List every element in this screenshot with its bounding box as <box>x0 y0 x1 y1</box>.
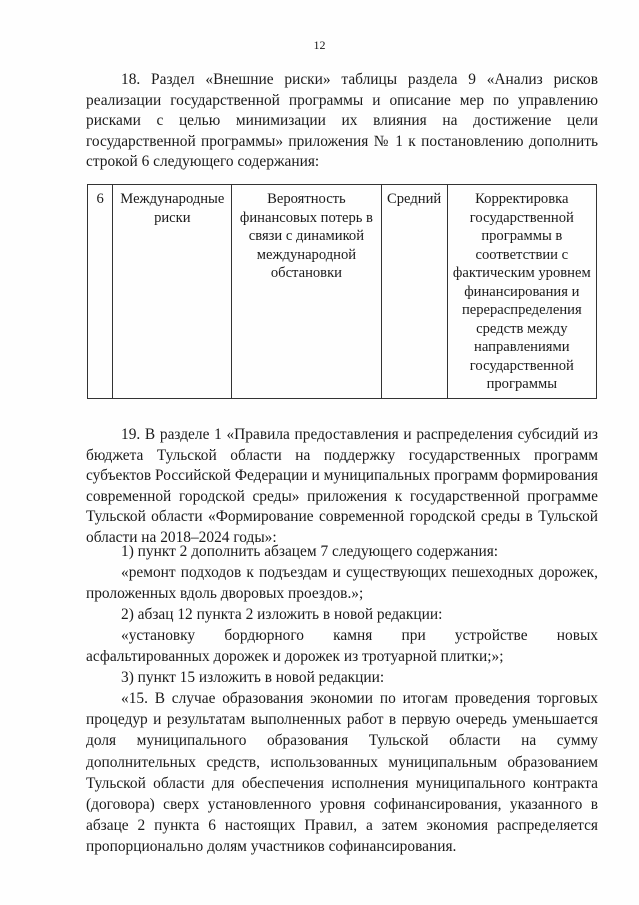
list-item: 3) пункт 15 изложить в новой редакции: <box>121 669 385 686</box>
page-number: 12 <box>313 38 326 52</box>
risk-description-cell: Вероятность финансовых потерь в связи с динамикой международной обстановки <box>232 185 381 399</box>
row-number-cell: 6 <box>88 185 113 399</box>
risk-level-cell: Средний <box>381 185 447 399</box>
risk-measures-cell: Корректировка государственной программы в соответствии с фактическим уровнем финансирования и перераспределения средств между направлениями государственной программы <box>447 185 596 399</box>
table-row <box>88 185 597 399</box>
list-item: 2) абзац 12 пункта 2 изложить в новой редакции: <box>121 606 443 623</box>
list-item: 1) пункт 2 дополнить абзацем 7 следующего содержания: <box>121 543 499 560</box>
risks-table <box>87 184 597 399</box>
paragraph-19: 19. В разделе 1 «Правила предоставления и распределения субсидий из бюджета Тульской области на поддержку государственных программ субъектов Российской Федерации и муниципальных программ формирования современной городской среды» приложения к государственной программе Тульской области «Формирование современной городской среды в Тульской области на 2018–2024 годы»: <box>86 426 598 546</box>
list-item: «установку бордюрного камня при устройстве новых асфальтированных дорожек и дорожек из тротуарной плитки;»; <box>86 627 598 666</box>
list-item: «ремонт подходов к подъездам и существующих пешеходных дорожек, проложенных вдоль дворовых проездов.»; <box>86 564 598 603</box>
risk-name-cell: Международные риски <box>113 185 232 399</box>
list-item: «15. В случае образования экономии по итогам проведения торговых процедур и результатам выполненных работ в первую очередь уменьшается доля муниципального образования Тульской области на сумму дополнительных средств, использованных муниципальным образованием Тульской области для обеспечения исполнения муниципального контракта (договора) сверх установленного уровня софинансирования, указанного в абзаце 2 пункта 6 настоящих Правил, а затем экономия распределяется пропорционально долям участников софинансирования. <box>86 690 598 856</box>
intro-paragraph: 18. Раздел «Внешние риски» таблицы раздела 9 «Анализ рисков реализации государственной программы и описание мер по управлению рисками с целью минимизации их влияния на достижение цели государственной программы» приложения № 1 к постановлению дополнить строкой 6 следующего содержания: <box>86 71 598 170</box>
